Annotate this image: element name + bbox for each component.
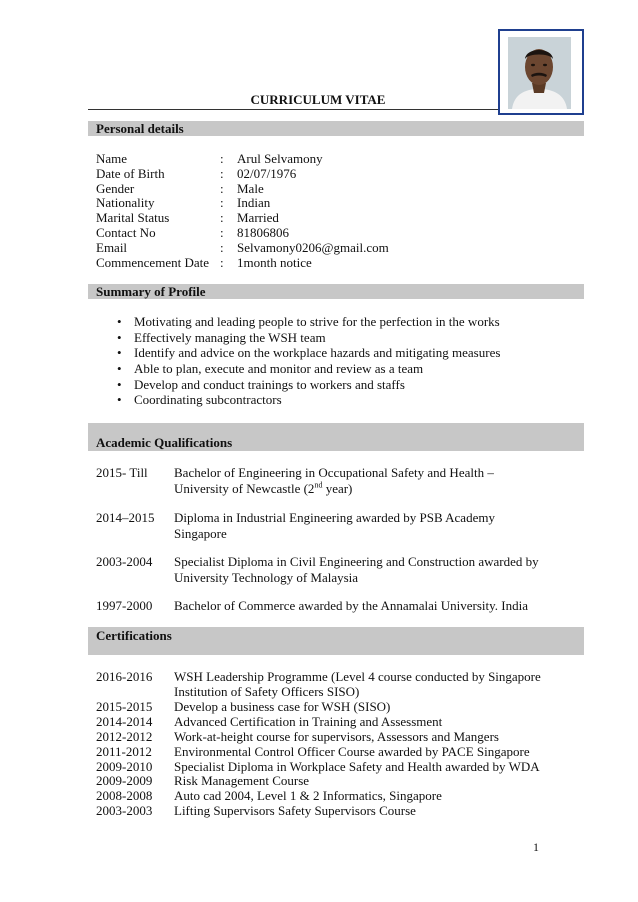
certification-item (96, 744, 556, 759)
certification-description: Lifting Supervisors Safety Supervisors Course (174, 803, 416, 818)
field-value: Selvamony0206@gmail.com (237, 240, 389, 255)
list-item: • Identify and advice on the workplace hazards and mitigating measures (117, 345, 500, 361)
qualification-years: 2003-2004 (96, 554, 153, 569)
qualification-line: Bachelor of Engineering in Occupational Safety and Health – (174, 465, 494, 480)
certification-years: 2009-2009 (96, 773, 153, 788)
qualification-years: 2015- Till (96, 465, 148, 480)
qualification-description (174, 598, 542, 614)
qualification-line: Singapore (174, 525, 227, 541)
certification-item (96, 699, 556, 714)
certification-description: Specialist Diploma in Workplace Safety and Health awarded by WDA (174, 759, 540, 774)
list-item: • Able to plan, execute and monitor and review as a team (117, 361, 500, 377)
field-value: 02/07/1976 (237, 166, 297, 181)
certification-years: 2008-2008 (96, 788, 153, 803)
certification-item (96, 669, 556, 699)
field-value: Married (237, 210, 279, 225)
section-heading-summary: Summary of Profile (88, 284, 584, 299)
qualification-description (174, 554, 542, 585)
certification-description: Advanced Certification in Training and Assessment (174, 714, 443, 729)
list-item: • Coordinating subcontractors (117, 392, 500, 408)
certification-years: 2009-2010 (96, 759, 153, 774)
list-item: • Develop and conduct trainings to workers and staffs (117, 377, 500, 393)
field-label: Commencement Date (96, 255, 209, 270)
field-value: 1month notice (237, 255, 312, 270)
field-value: Male (237, 181, 264, 196)
superscript: nd (314, 480, 323, 490)
text: University of Newcastle (2 (174, 480, 315, 496)
qualification-years: 2014–2015 (96, 510, 155, 525)
certification-years: 2016-2016 (96, 669, 153, 684)
certification-item (96, 714, 556, 729)
qualification-item (96, 598, 542, 614)
list-item: • Motivating and leading people to strive for the perfection in the works (117, 314, 500, 330)
separator: : (220, 240, 224, 255)
portrait-image (508, 37, 571, 109)
section-heading-personal-details: Personal details (88, 121, 584, 136)
certification-years: 2012-2012 (96, 729, 153, 744)
separator: : (220, 225, 224, 240)
certification-description: Auto cad 2004, Level 1 & 2 Informatics, Singapore (174, 788, 442, 803)
certification-line: WSH Leadership Programme (Level 4 course conducted by Singapore (174, 669, 541, 684)
field-label: Nationality (96, 195, 155, 210)
separator: : (220, 195, 224, 210)
field-value: Arul Selvamony (237, 151, 323, 166)
separator: : (220, 181, 224, 196)
qualification-line (174, 481, 542, 497)
certification-item (96, 773, 556, 788)
certification-description: Risk Management Course (174, 773, 310, 788)
section-heading-certifications: Certifications (88, 627, 584, 655)
qualification-description (174, 465, 542, 496)
section-heading-academic: Academic Qualifications (88, 423, 584, 451)
qualification-line: Specialist Diploma in Civil Engineering and Construction awarded by (174, 554, 539, 569)
certification-item (96, 729, 556, 744)
separator: : (220, 255, 224, 270)
qualification-line: University Technology of Malaysia (174, 569, 359, 585)
qualification-years: 1997-2000 (96, 598, 153, 613)
text: year) (322, 480, 353, 496)
certification-item (96, 788, 556, 803)
profile-photo (498, 29, 584, 115)
title-underline (88, 109, 500, 110)
separator: : (220, 166, 224, 181)
qualification-description (174, 510, 542, 541)
field-label: Name (96, 151, 128, 166)
list-item: • Effectively managing the WSH team (117, 330, 500, 346)
qualification-item (96, 510, 542, 542)
certification-years: 2014-2014 (96, 714, 153, 729)
certification-description: Environmental Control Officer Course awarded by PACE Singapore (174, 744, 530, 759)
field-label: Email (96, 240, 128, 255)
certification-years: 2011-2012 (96, 744, 152, 759)
document-title: CURRICULUM VITAE (250, 92, 386, 107)
field-label: Contact No (96, 225, 156, 240)
certification-years: 2003-2003 (96, 803, 153, 818)
certification-description: Develop a business case for WSH (SISO) (174, 699, 391, 714)
field-value: Indian (237, 195, 271, 210)
certification-line: Institution of Safety Officers SISO) (174, 684, 360, 699)
certification-item (96, 803, 556, 818)
field-label: Marital Status (96, 210, 170, 225)
page-number: 1 (533, 840, 539, 854)
qualification-line: Diploma in Industrial Engineering awarded by PSB Academy (174, 510, 495, 525)
qualification-line: Bachelor of Commerce awarded by the Annamalai University. India (174, 598, 529, 613)
certification-description: Work-at-height course for supervisors, Assessors and Mangers (174, 729, 499, 744)
certification-description (174, 669, 554, 699)
certification-years: 2015-2015 (96, 699, 153, 714)
qualification-item (96, 554, 542, 586)
separator: : (220, 210, 224, 225)
summary-list (117, 314, 500, 408)
qualification-item (96, 465, 542, 497)
field-value: 81806806 (237, 225, 289, 240)
separator: : (220, 151, 224, 166)
field-label: Gender (96, 181, 135, 196)
certification-item (96, 759, 556, 774)
field-label: Date of Birth (96, 166, 165, 181)
